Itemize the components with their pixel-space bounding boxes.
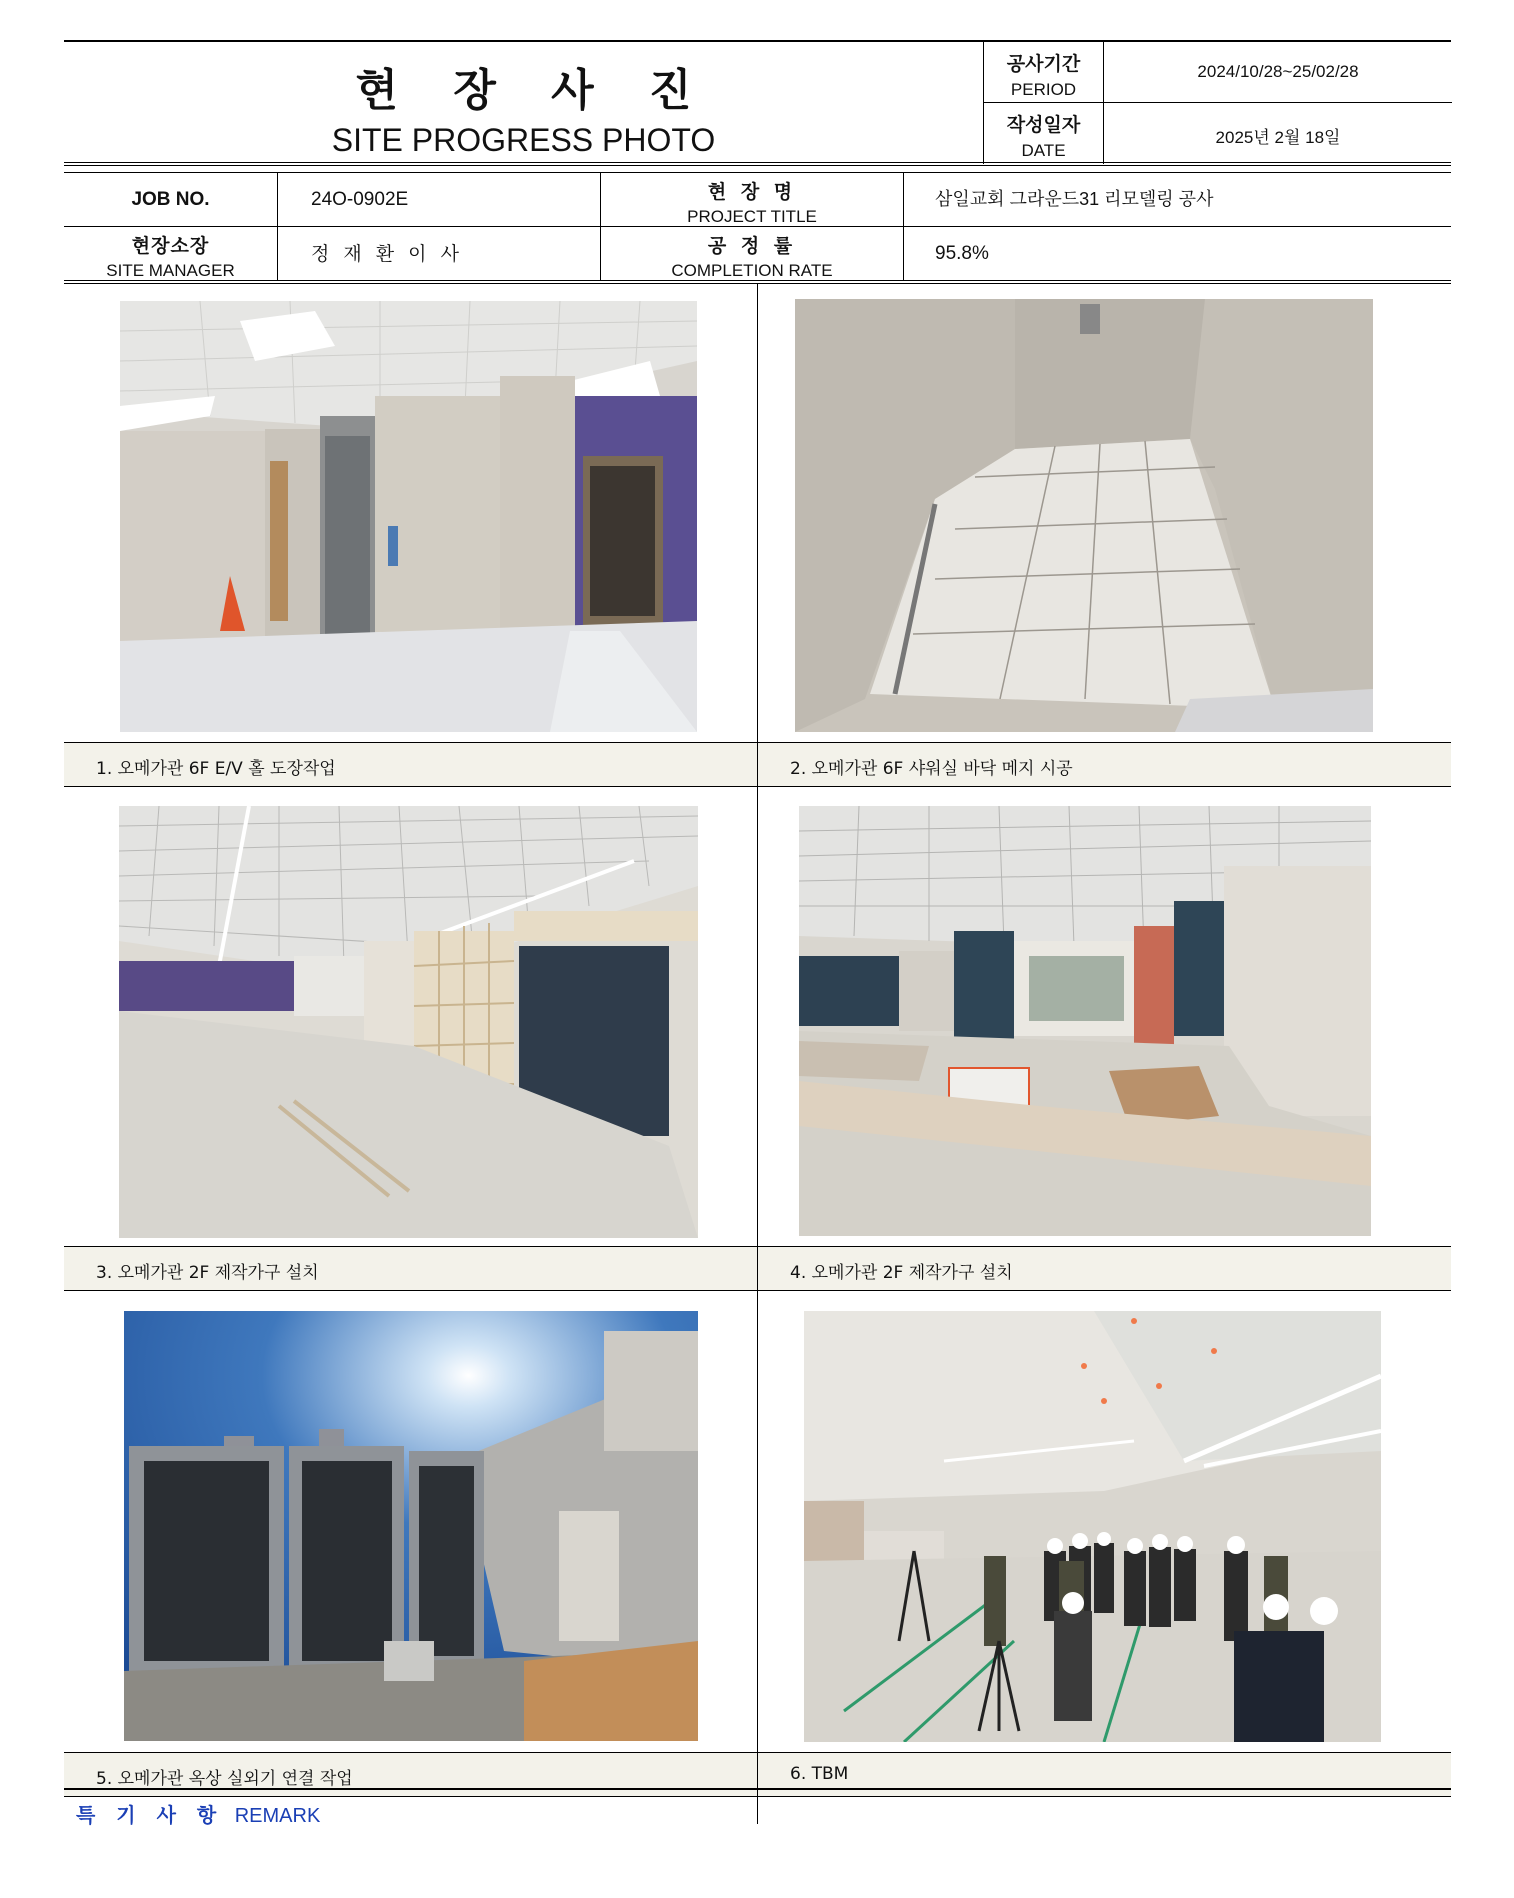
tbm-meeting-photo <box>804 1311 1381 1742</box>
title-english: SITE PROGRESS PHOTO <box>331 122 716 158</box>
project-info-table <box>64 172 1451 284</box>
job-no-value: 24O-0902E <box>278 173 601 227</box>
date-row <box>984 103 1452 164</box>
furniture-shelves-photo <box>119 806 698 1238</box>
info-row-2 <box>64 227 1451 281</box>
site-manager-value: 정 재 환 이 사 <box>278 227 601 281</box>
photo-grid <box>64 284 1451 1824</box>
photo-caption-1: 1. 오메가관 6F E/V 홀 도장작업 <box>96 759 336 779</box>
info-row-1 <box>64 173 1451 227</box>
site-manager-label <box>64 227 278 281</box>
grid-divider <box>757 284 758 1824</box>
completion-rate-label-en: COMPLETION RATE <box>671 261 833 280</box>
shower-floor-photo <box>795 299 1373 732</box>
report-header <box>64 40 1451 166</box>
completion-rate-label-ko: 공 정 률 <box>707 235 797 257</box>
remark-label <box>76 1799 1451 1828</box>
caption-divider <box>757 743 758 788</box>
furniture-platform-photo <box>799 806 1371 1236</box>
caption-divider <box>757 1247 758 1292</box>
photo-caption-4: 4. 오메가관 2F 제작가구 설치 <box>790 1263 1013 1283</box>
date-value: 2025년 2월 18일 <box>1215 128 1341 147</box>
caption-row-1 <box>64 742 1451 787</box>
period-label-en: PERIOD <box>1010 80 1077 99</box>
rooftop-units-photo <box>124 1311 698 1741</box>
period-value: 2024/10/28~25/02/28 <box>1197 62 1359 81</box>
project-title-label <box>601 173 904 227</box>
meta-block <box>983 42 1451 164</box>
report-document <box>64 40 1451 1824</box>
period-row <box>984 42 1452 103</box>
site-manager-label-ko: 현장소장 <box>131 235 210 257</box>
period-label <box>984 42 1104 103</box>
photo-caption-5: 5. 오메가관 옥상 실외기 연결 작업 <box>96 1769 353 1789</box>
project-title-label-ko: 현 장 명 <box>707 181 797 203</box>
photo-caption-6: 6. TBM <box>790 1764 849 1784</box>
photo-caption-2: 2. 오메가관 6F 샤워실 바닥 메지 시공 <box>790 759 1073 779</box>
photo-caption-3: 3. 오메가관 2F 제작가구 설치 <box>96 1263 319 1283</box>
remark-label-en: REMARK <box>234 1805 321 1827</box>
title-block <box>64 42 983 164</box>
completion-rate-label <box>601 227 904 281</box>
project-title-value: 삼일교회 그라운드31 리모델링 공사 <box>935 189 1214 209</box>
date-label <box>984 103 1104 164</box>
site-manager-label-en: SITE MANAGER <box>106 261 235 280</box>
period-label-ko: 공사기간 <box>1006 53 1081 75</box>
remark-label-ko: 특 기 사 항 <box>76 1803 224 1827</box>
date-label-ko: 작성일자 <box>1006 114 1081 136</box>
job-no-label-text: JOB NO. <box>131 189 210 210</box>
project-title-label-en: PROJECT TITLE <box>687 207 817 226</box>
caption-row-2 <box>64 1246 1451 1291</box>
remark-section <box>64 1788 1451 1828</box>
title-korean: 현 장 사 진 <box>355 65 712 116</box>
date-label-en: DATE <box>1021 141 1066 160</box>
completion-rate-value: 95.8% <box>935 243 989 264</box>
job-no-label <box>64 173 278 227</box>
elevator-hall-photo <box>120 301 697 732</box>
